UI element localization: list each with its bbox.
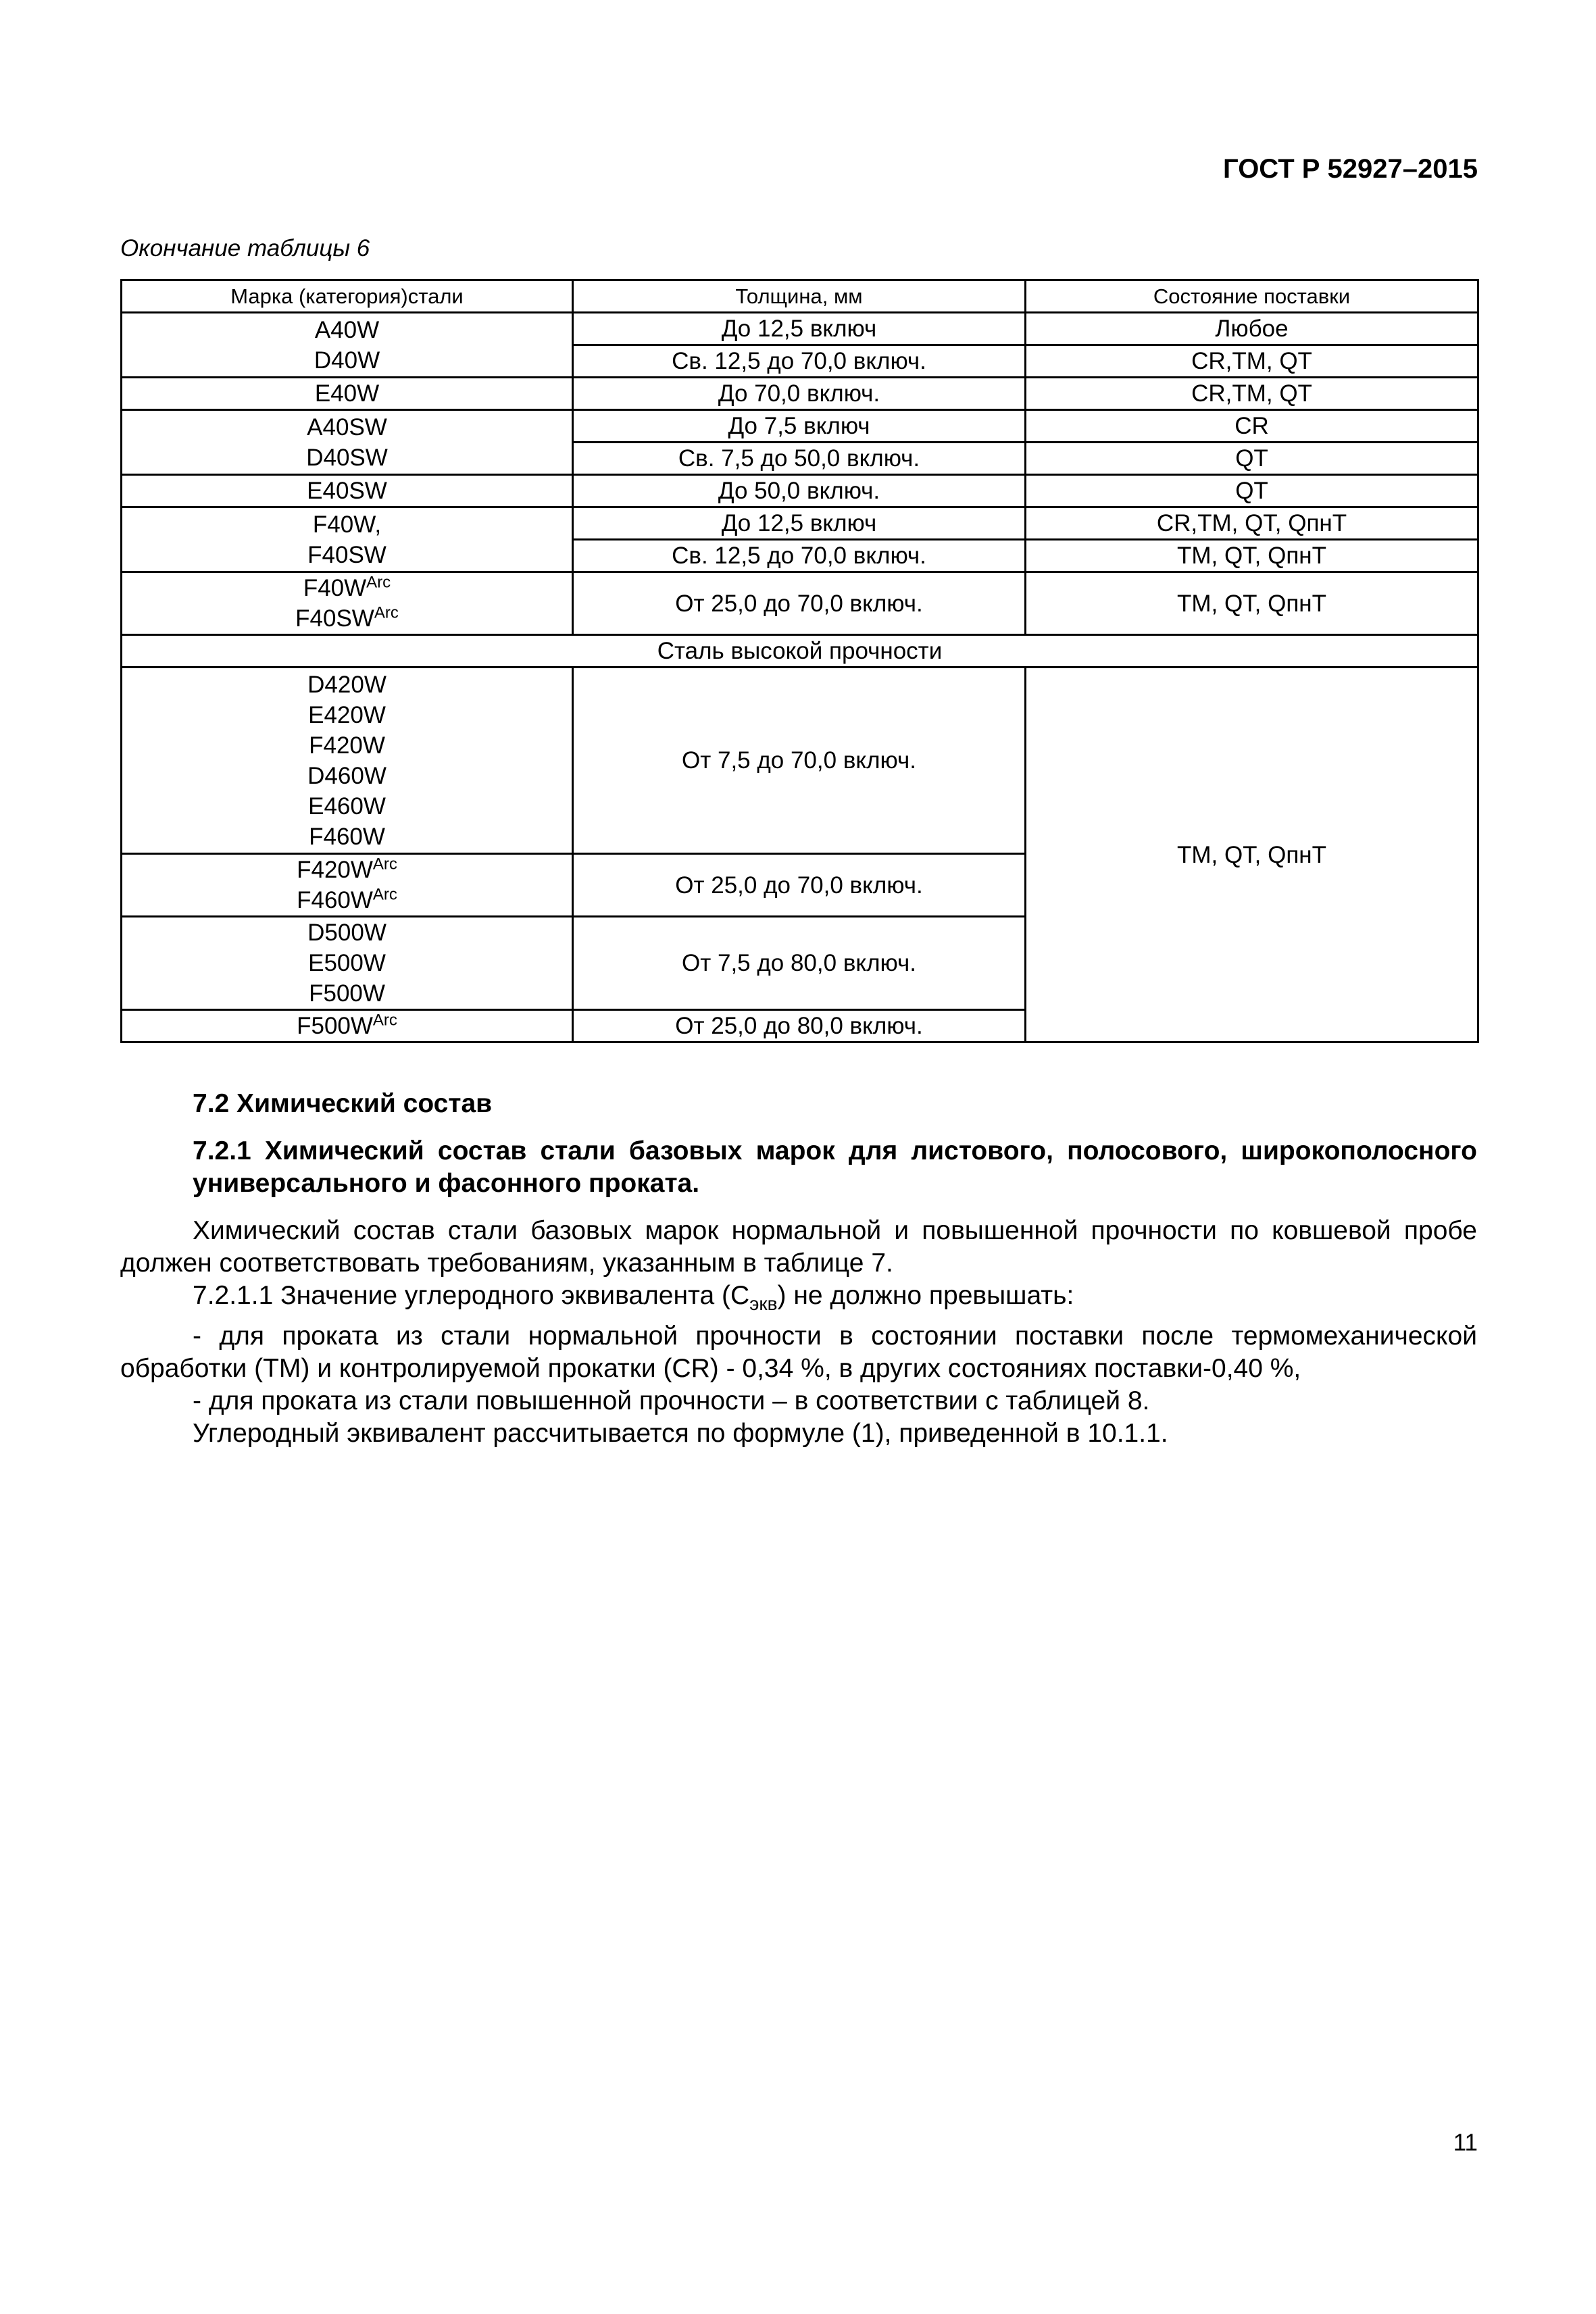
grade-cell — [122, 507, 573, 572]
thickness-cell: От 25,0 до 80,0 включ. — [573, 1010, 1026, 1042]
header-grade: Марка (категория)стали — [122, 280, 573, 313]
grade-cell — [122, 668, 573, 854]
grade-name: F420W — [309, 732, 385, 759]
table-row — [122, 313, 1478, 345]
state-cell: Любое — [1026, 313, 1478, 345]
grade-name: A40W — [314, 316, 380, 343]
grade-name: A40SW — [307, 413, 387, 441]
grade-cell — [122, 313, 573, 378]
table-row — [122, 572, 1478, 635]
thickness-cell: От 7,5 до 80,0 включ. — [573, 917, 1026, 1010]
table-caption: Окончание таблицы 6 — [120, 235, 370, 261]
grade-name: D460W — [307, 762, 386, 789]
state-cell: QT — [1026, 443, 1478, 475]
table-header-row — [122, 280, 1478, 313]
paragraph: - для проката из стали нормальной прочности в состоянии поставки после термомеханической обработки (TM) и контролируемой прокатки (CR) - 0,34 %, в других состояниях поставки-0,40 %, — [120, 1321, 1477, 1383]
grade-name: F40W, — [312, 511, 382, 538]
thickness-cell: До 50,0 включ. — [573, 475, 1026, 507]
body-text — [120, 1088, 1477, 1450]
grade-name: F460W — [309, 823, 385, 850]
thickness-cell: До 70,0 включ. — [573, 378, 1026, 410]
steel-grade-table — [120, 279, 1479, 1043]
state-cell: TM, QT, QпнТ — [1026, 572, 1478, 635]
grade-name: D420W — [307, 671, 386, 698]
page-number: 11 — [1453, 2130, 1478, 2156]
grade-cell: E40SW — [122, 475, 573, 507]
table-row — [122, 378, 1478, 410]
thickness-cell: От 7,5 до 70,0 включ. — [573, 668, 1026, 854]
grade-cell — [122, 410, 573, 475]
paragraph-carbon-equivalent — [120, 1280, 1477, 1320]
grade-cell — [122, 1010, 573, 1042]
grade-name: F500W — [309, 980, 385, 1007]
table-row — [122, 507, 1478, 540]
thickness-cell: До 12,5 включ — [573, 313, 1026, 345]
document-code: ГОСТ Р 52927–2015 — [1223, 154, 1478, 184]
paragraph: Химический состав стали базовых марок нормальной и повышенной прочности по ковшевой пробе должен соответствовать требованиям, указанным в таблице 7. — [120, 1216, 1477, 1278]
section-heading-7-2-1: 7.2.1 Химический состав стали базовых марок для листового, полосового, широкополосного универсального и фасонного проката. — [193, 1136, 1477, 1198]
section-heading-7-2: 7.2 Химический состав — [193, 1089, 493, 1118]
table-row — [122, 668, 1478, 854]
grade-name: E420W — [308, 701, 386, 728]
grade-cell — [122, 917, 573, 1010]
grade-name: $F500W^{Arc}$ — [297, 1011, 397, 1039]
table-row — [122, 410, 1478, 443]
grade-cell — [122, 572, 573, 635]
state-cell: CR,TM, QT — [1026, 345, 1478, 378]
section-title: Сталь высокой прочности — [122, 635, 1478, 668]
grade-name: E500W — [308, 950, 386, 976]
grade-name: $F40W^{Arc}$ — [303, 573, 391, 601]
thickness-cell: Св. 12,5 до 70,0 включ. — [573, 345, 1026, 378]
paragraph: Углеродный эквивалент рассчитывается по формуле (1), приведенной в 10.1.1. — [193, 1418, 1168, 1448]
grade-name: D40SW — [306, 444, 388, 471]
grade-name: E460W — [308, 793, 386, 820]
thickness-cell: От 25,0 до 70,0 включ. — [573, 572, 1026, 635]
thickness-cell: Св. 12,5 до 70,0 включ. — [573, 540, 1026, 572]
grade-superscript: Arc — [372, 1011, 397, 1030]
text: ) не должно превышать: — [777, 1281, 1074, 1310]
text: 7.2.1.1 Значение углеродного эквивалента (С — [193, 1281, 750, 1310]
grade-cell — [122, 854, 573, 917]
state-cell: QT — [1026, 475, 1478, 507]
grade-superscript: Arc — [372, 885, 397, 904]
grade-superscript: Arc — [372, 855, 397, 874]
thickness-cell: Св. 7,5 до 50,0 включ. — [573, 443, 1026, 475]
grade-name: $F460W^{Arc}$ — [297, 885, 397, 913]
grade-name: F40SW — [307, 541, 386, 568]
header-state: Состояние поставки — [1026, 280, 1478, 313]
paragraph: - для проката из стали повышенной прочности – в соответствии с таблицей 8. — [193, 1386, 1150, 1415]
thickness-cell: До 12,5 включ — [573, 507, 1026, 540]
state-cell: TM, QT, QпнТ — [1026, 540, 1478, 572]
grade-name: $F40SW^{Arc}$ — [295, 603, 399, 632]
state-cell: CR,TM, QT, QпнТ — [1026, 507, 1478, 540]
state-cell: CR,TM, QT — [1026, 378, 1478, 410]
thickness-cell: До 7,5 включ — [573, 410, 1026, 443]
state-cell: TM, QT, QпнТ — [1026, 668, 1478, 1042]
thickness-cell: От 25,0 до 70,0 включ. — [573, 854, 1026, 917]
header-thickness: Толщина, мм — [573, 280, 1026, 313]
grade-superscript: Arc — [366, 573, 391, 592]
grade-cell: E40W — [122, 378, 573, 410]
grade-name: $F420W^{Arc}$ — [297, 855, 397, 883]
table-row — [122, 475, 1478, 507]
section-row — [122, 635, 1478, 668]
grade-name: D500W — [307, 920, 386, 946]
state-cell: CR — [1026, 410, 1478, 443]
subscript: экв — [749, 1292, 778, 1314]
grade-superscript: Arc — [374, 603, 399, 622]
grade-name: D40W — [314, 347, 380, 374]
